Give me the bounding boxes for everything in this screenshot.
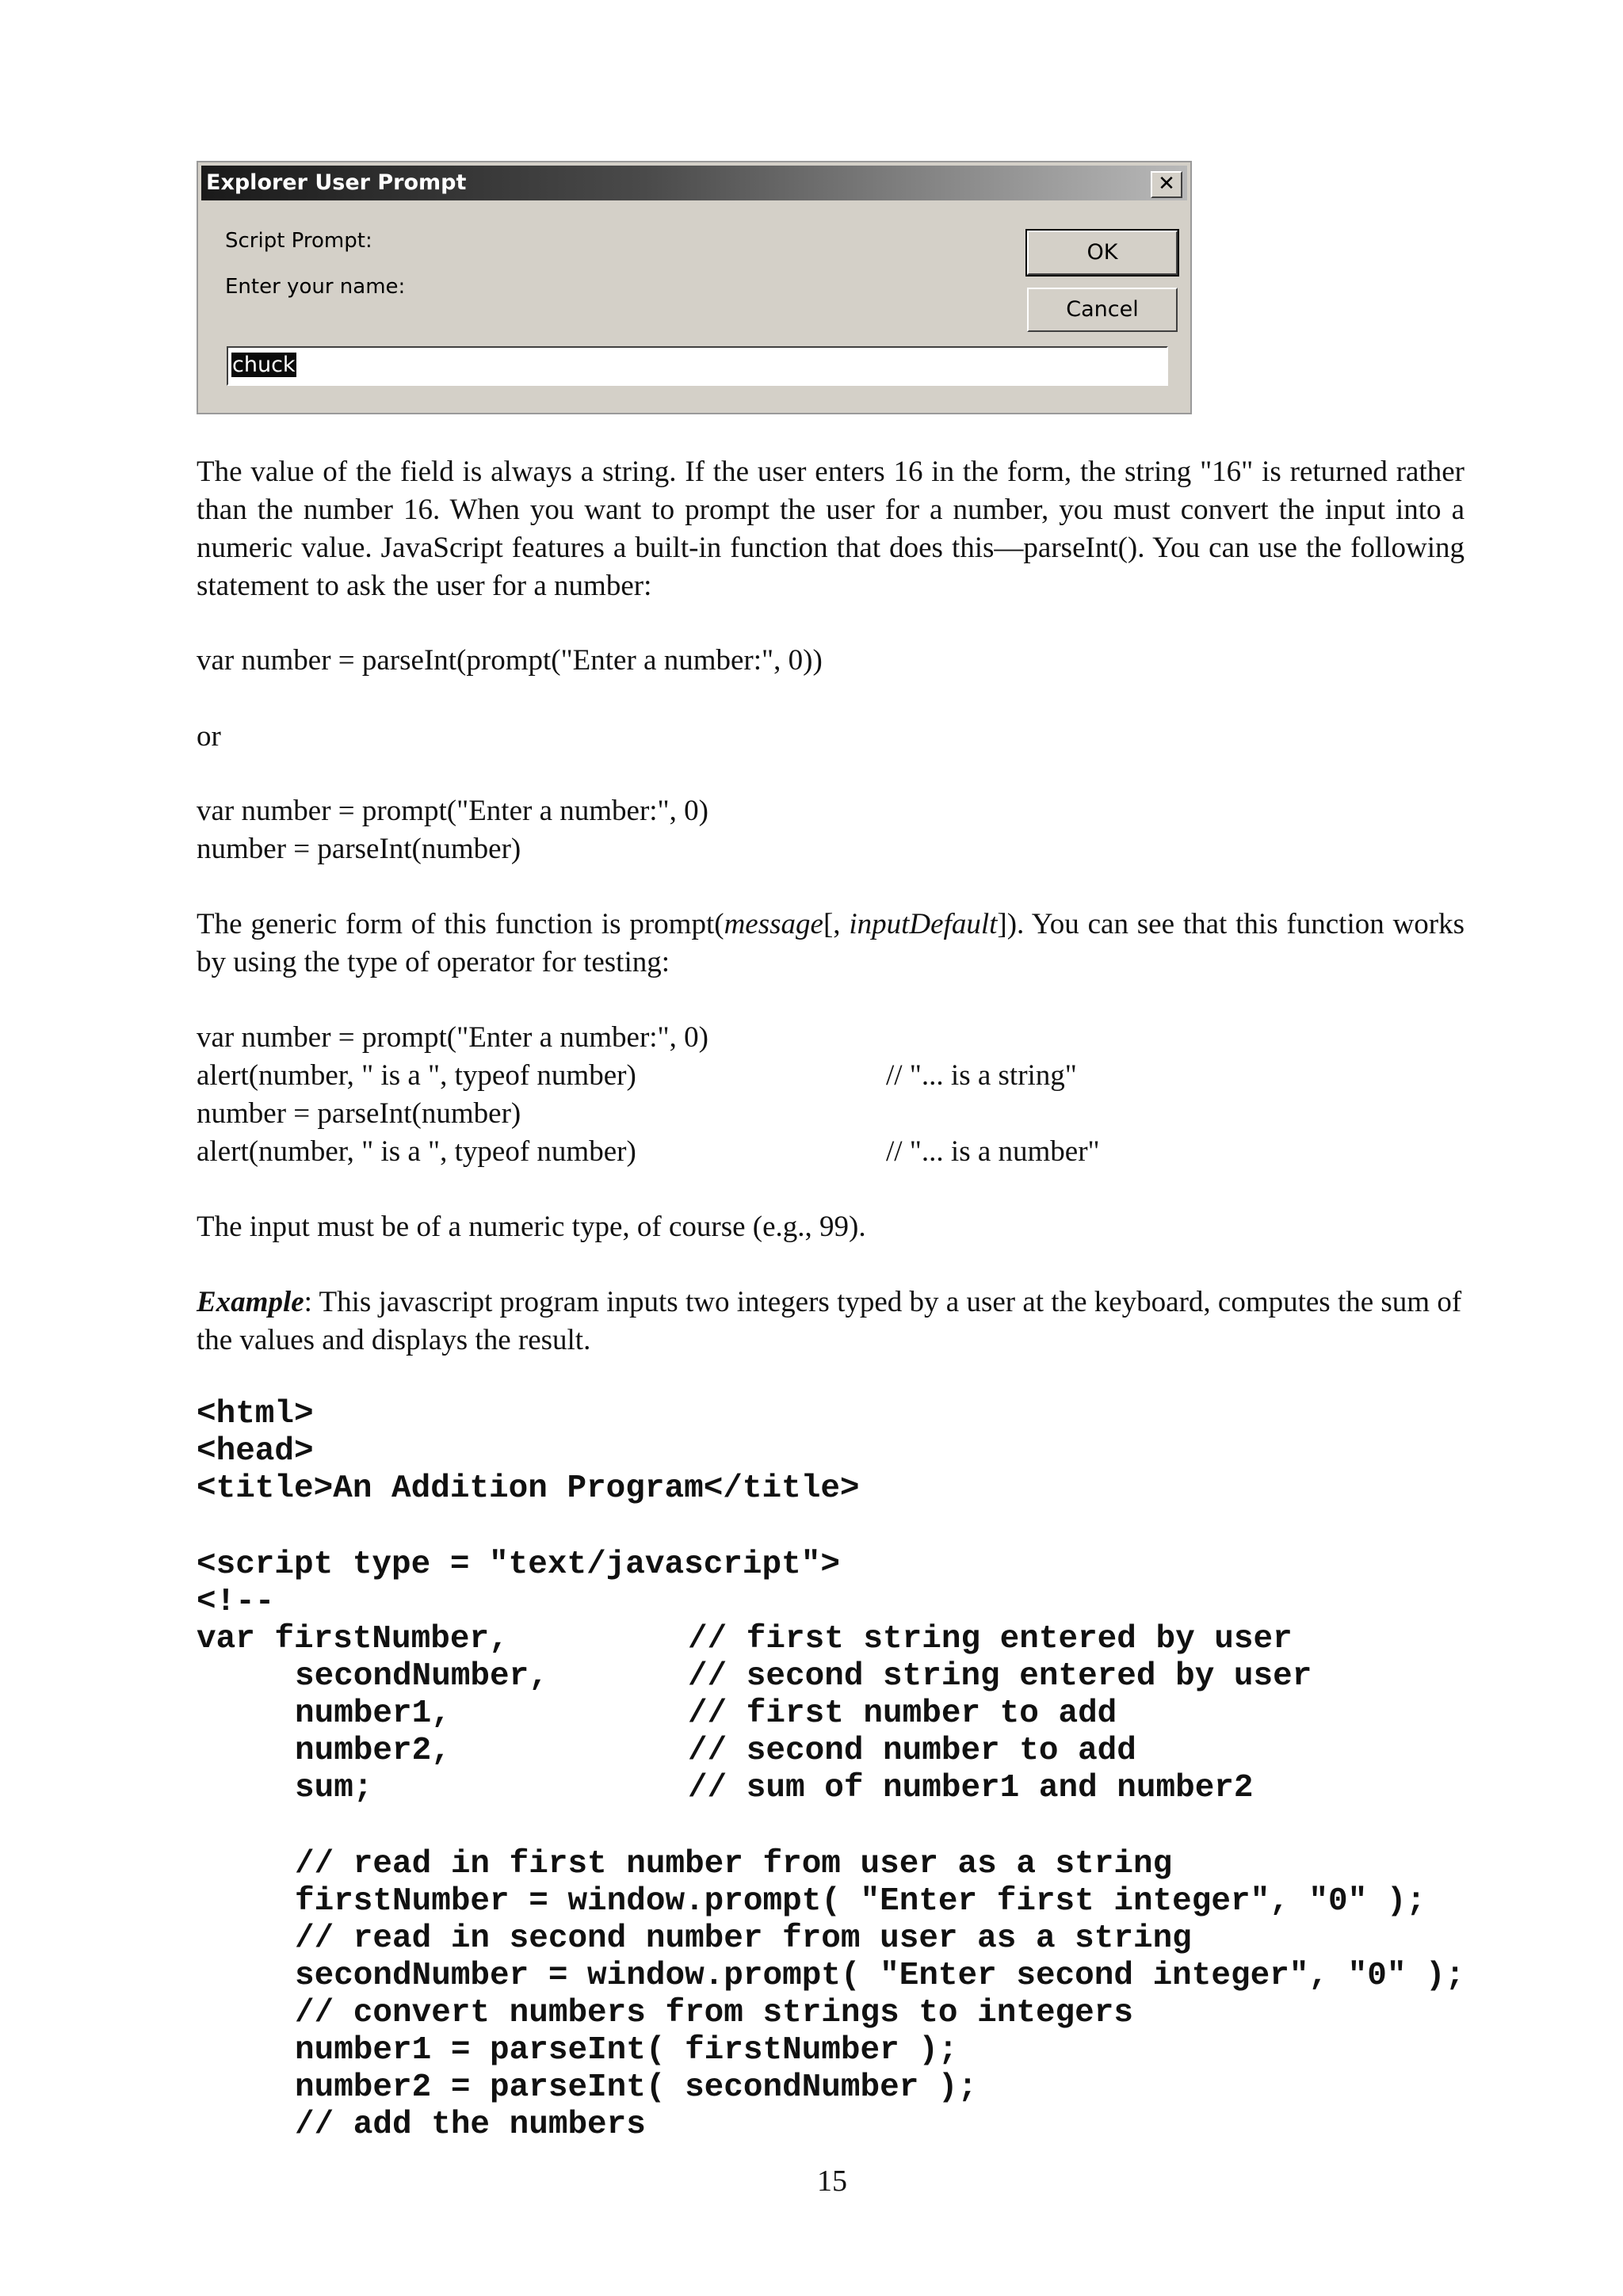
- code-line: <html>: [197, 1396, 314, 1432]
- code-line: // add the numbers: [295, 2107, 646, 2143]
- typeof-line: number = parseInt(number): [197, 1097, 521, 1130]
- statement-parseint: number = parseInt(number): [197, 833, 521, 865]
- script-prompt-label: Script Prompt:: [225, 229, 372, 253]
- code-line: firstNumber = window.prompt( "Enter first integer", "0" );: [295, 1883, 1426, 1920]
- code-line: number1 = parseInt( firstNumber );: [295, 2032, 958, 2069]
- intro-paragraph: The value of the field is always a string. If the user enters 16 in the form, the string "16" is returned rather than the number 16. When you want to prompt the user for a number, you must convert the input into a numeric value. JavaScript features a built-in function that does this—parseInt(). You can use the following statement to ask the user for a number:: [197, 456, 1465, 602]
- param-input-default: inputDefault: [849, 908, 998, 940]
- para2-text-middle: [,: [823, 908, 850, 940]
- page-number: 15: [817, 2164, 847, 2198]
- code-comment: // first string entered by user: [688, 1621, 1293, 1657]
- para2-text-before: The generic form of this function is prompt(: [197, 908, 724, 940]
- typeof-comment: // "... is a number": [886, 1135, 1100, 1168]
- typeof-comment: // "... is a string": [886, 1059, 1077, 1092]
- dialog-title: Explorer User Prompt: [206, 170, 467, 195]
- typeof-line: alert(number, " is a ", typeof number): [197, 1135, 636, 1168]
- code-line: // read in second number from user as a string: [295, 1920, 1192, 1957]
- code-line: // convert numbers from strings to integers: [295, 1995, 1133, 2031]
- generic-form-paragraph: [197, 906, 1465, 982]
- statement-parseint-prompt: var number = parseInt(prompt("Enter a number:", 0)): [197, 644, 823, 677]
- prompt-message: Enter your name:: [225, 275, 406, 299]
- code-line: secondNumber,: [295, 1658, 548, 1695]
- code-line: var firstNumber,: [197, 1621, 509, 1657]
- param-message: message: [724, 908, 823, 940]
- statement-prompt: var number = prompt("Enter a number:", 0): [197, 795, 708, 827]
- code-line: // read in first number from user as a string: [295, 1846, 1173, 1882]
- code-comment: // sum of number1 and number2: [688, 1770, 1254, 1806]
- example-paragraph: [197, 1283, 1480, 1360]
- or-word: or: [197, 720, 221, 753]
- code-line: <head>: [197, 1433, 314, 1470]
- close-icon[interactable]: ✕: [1151, 171, 1182, 198]
- code-line: <title>An Addition Program</title>: [197, 1470, 860, 1507]
- code-line: <script type = "text/javascript">: [197, 1547, 840, 1583]
- cancel-button[interactable]: Cancel: [1027, 288, 1178, 332]
- example-text: : This javascript program inputs two integers typed by a user at the keyboard, computes the sum of the values and displays the result.: [197, 1286, 1462, 1356]
- code-line: sum;: [295, 1770, 373, 1806]
- code-line: number2 = parseInt( secondNumber );: [295, 2069, 978, 2106]
- code-line: number1,: [295, 1695, 451, 1732]
- code-comment: // first number to add: [688, 1695, 1117, 1732]
- typeof-line: alert(number, " is a ", typeof number): [197, 1059, 636, 1092]
- dialog-title-bar: [201, 166, 1187, 200]
- name-input[interactable]: [227, 346, 1168, 386]
- example-label: Example: [197, 1286, 304, 1318]
- input-value: chuck: [232, 353, 296, 377]
- code-line: number2,: [295, 1733, 451, 1769]
- code-comment: // second number to add: [688, 1733, 1136, 1769]
- explorer-user-prompt-dialog: [197, 161, 1192, 414]
- numeric-note: The input must be of a numeric type, of course (e.g., 99).: [197, 1211, 866, 1243]
- para2-text-after: ]). You can see that this function works by using the type of operator for testing:: [197, 908, 1465, 978]
- code-line: secondNumber = window.prompt( "Enter second integer", "0" );: [295, 1958, 1465, 1994]
- code-line: <!--: [197, 1584, 275, 1620]
- ok-button[interactable]: OK: [1027, 231, 1178, 275]
- code-comment: // second string entered by user: [688, 1658, 1312, 1695]
- typeof-line: var number = prompt("Enter a number:", 0): [197, 1021, 708, 1054]
